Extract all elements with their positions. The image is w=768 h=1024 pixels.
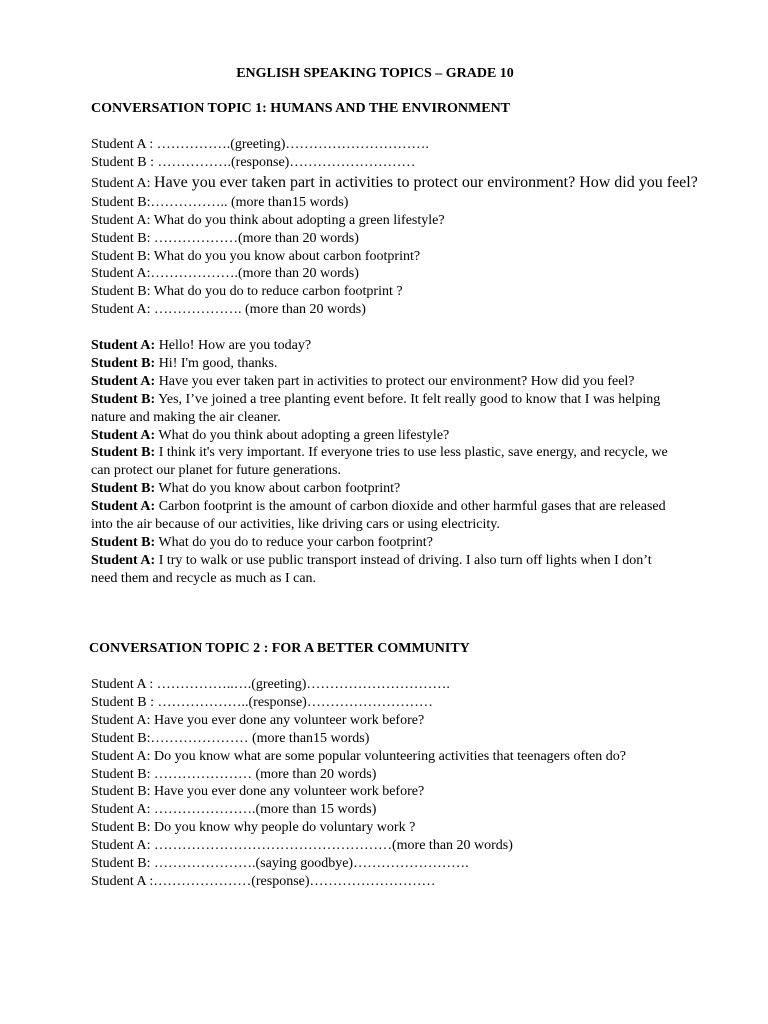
template-line: Student B : …………….(response)……………………… xyxy=(91,154,416,170)
dialogue-turn xyxy=(91,337,681,355)
template-line: Student B: ………………….(saying goodbye)……………………. xyxy=(91,856,469,872)
dialogue-text: I think it's very important. If everyone tries to use less plastic, save energy, and recycle, we can protect our planet for future generations. xyxy=(91,445,668,479)
speaker-label: Student A: xyxy=(91,338,156,353)
dialogue-turn xyxy=(91,355,681,373)
template-line: Student A: What do you think about adopting a green lifestyle? xyxy=(91,212,445,228)
dialogue-turn xyxy=(91,498,681,534)
dialogue-text: Yes, I’ve joined a tree planting event before. It felt really good to know that I was helping nature and making the air cleaner. xyxy=(91,391,661,425)
template-line: Student A: Do you know what are some popular volunteering activities that teenagers often do? xyxy=(91,748,626,764)
dialogue-text: What do you know about carbon footprint? xyxy=(155,481,401,497)
template-line: Student A :…………………(response)……………………… xyxy=(91,873,436,889)
topic1-heading: CONVERSATION TOPIC 1: HUMANS AND THE ENVIRONMENT xyxy=(91,101,511,116)
template-line: Student A : ……………..….(greeting)…………………………. xyxy=(91,677,450,692)
template-line: Student B: What do you you know about carbon footprint? xyxy=(91,248,421,264)
template-line-prefix: Student A: xyxy=(91,175,155,191)
template-line-question xyxy=(91,172,731,194)
topic1-template xyxy=(91,136,731,319)
template-line: Student B : ………………..(response)……………………… xyxy=(91,694,433,710)
dialogue-turn xyxy=(91,444,681,480)
speaker-label: Student B: xyxy=(91,391,156,407)
template-line: Student B:………………… (more than15 words) xyxy=(91,730,370,746)
template-line: Student B:…………….. (more than15 words) xyxy=(91,194,349,210)
template-line: Student A : …………….(greeting)…………………………. xyxy=(91,137,429,152)
speaker-label: Student B: xyxy=(91,481,156,497)
speaker-label: Student A: xyxy=(91,552,156,568)
dialogue-turn xyxy=(91,534,681,552)
template-line: Student B: ………………… (more than 20 words) xyxy=(91,766,377,782)
template-line: Student B: Have you ever done any volunteer work before? xyxy=(91,784,425,800)
template-line: Student B: ………………(more than 20 words) xyxy=(91,230,359,246)
template-line: Student A: ………………….(more than 15 words) xyxy=(91,802,377,818)
template-line: Student A: Have you ever done any volunteer work before? xyxy=(91,712,425,728)
speaker-label: Student B: xyxy=(91,445,156,461)
dialogue-turn xyxy=(91,427,681,445)
dialogue-text: Carbon footprint is the amount of carbon dioxide and other harmful gases that are released into the air because of our activities, like driving cars or using electricity. xyxy=(91,499,666,533)
template-line-question-text: Have you ever taken part in activities to protect our environment? How did you feel? xyxy=(154,173,698,191)
dialogue-turn xyxy=(91,480,681,498)
dialogue-text: What do you do to reduce your carbon footprint? xyxy=(155,534,433,550)
document-title: ENGLISH SPEAKING TOPICS – GRADE 10 xyxy=(236,66,514,81)
speaker-label: Student B: xyxy=(91,355,156,371)
dialogue-text: Hi! I'm good, thanks. xyxy=(155,355,278,371)
template-line: Student B: Do you know why people do voluntary work ? xyxy=(91,820,416,836)
speaker-label: Student B: xyxy=(91,534,156,550)
topic2-heading: CONVERSATION TOPIC 2 : FOR A BETTER COMMUNITY xyxy=(89,641,470,656)
dialogue-text: Have you ever taken part in activities to protect our environment? How did you feel? xyxy=(155,373,635,389)
dialogue-turn xyxy=(91,391,681,427)
dialogue-text: I try to walk or use public transport instead of driving. I also turn off lights when I don’t need them and recycle as much as I can. xyxy=(91,552,652,586)
speaker-label: Student A: xyxy=(91,499,156,515)
template-line: Student A: ………………. (more than 20 words) xyxy=(91,302,366,318)
dialogue-text: What do you think about adopting a green lifestyle? xyxy=(155,427,450,443)
dialogue-text: Hello! How are you today? xyxy=(155,338,312,353)
speaker-label: Student A: xyxy=(91,373,156,389)
template-line: Student B: What do you do to reduce carbon footprint ? xyxy=(91,284,403,300)
topic2-template xyxy=(91,676,731,891)
speaker-label: Student A: xyxy=(91,427,156,443)
template-line: Student A:……………….(more than 20 words) xyxy=(91,266,359,282)
topic1-sample-dialogue xyxy=(91,337,681,588)
dialogue-turn xyxy=(91,552,681,588)
dialogue-turn xyxy=(91,373,681,391)
template-line: Student A: ……………………………………………(more than 20 words) xyxy=(91,838,513,854)
